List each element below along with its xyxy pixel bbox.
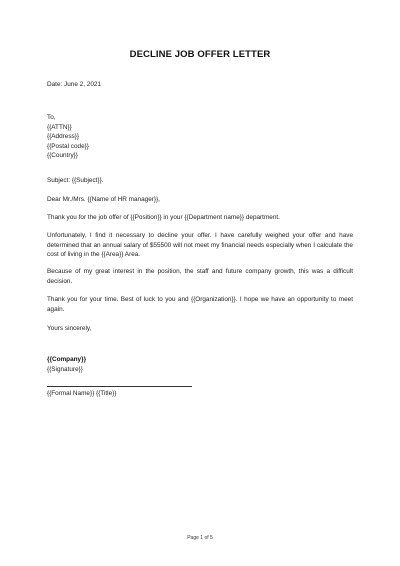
recipient-to: To, — [47, 114, 56, 121]
recipient-country: {{Country}} — [47, 152, 78, 160]
document-title: DECLINE JOB OFFER LETTER — [129, 49, 271, 60]
salutation: Dear Mr./Mrs. {{Name of HR manager}}, — [47, 196, 160, 203]
subject-line: Subject: {{Subject}}. — [47, 177, 104, 184]
paragraph-decline-reason: Unfortunately, I find it necessary to decline your offer. I have carefully weighed your offer and have determined that an annual salary of $55500 will not meet my financial needs especially when I calculate the cost of living in the {{Area}} Area. — [47, 232, 353, 259]
paragraph-difficult-decision: Because of my great interest in the position, the staff and future company growth, this was a difficult decision. — [47, 268, 353, 285]
recipient-address: {{Address}} — [47, 133, 79, 141]
signature-block — [47, 355, 353, 374]
closing: Yours sincerely, — [47, 325, 92, 332]
recipient-block — [47, 113, 353, 161]
date-line: Date: June 2, 2021 — [47, 81, 102, 88]
signature-line — [47, 386, 192, 387]
signature: {{Signature}} — [47, 365, 83, 373]
paragraph-thanks: Thank you for your time. Best of luck to you and {{Organization}}. I hope we have an opportunity to meet again. — [47, 296, 353, 313]
recipient-attn: {{ATTN}} — [47, 123, 72, 131]
recipient-postal-code: {{Postal code}} — [47, 142, 89, 150]
page-number: Page 1 of 5 — [187, 535, 213, 541]
paragraph-intro: Thank you for the job offer of {{Position}} in your {{Department name}} department. — [47, 214, 280, 221]
company-name: {{Company}} — [47, 356, 87, 363]
formal-name-title: {{Formal Name}} {{Title}} — [47, 390, 117, 397]
